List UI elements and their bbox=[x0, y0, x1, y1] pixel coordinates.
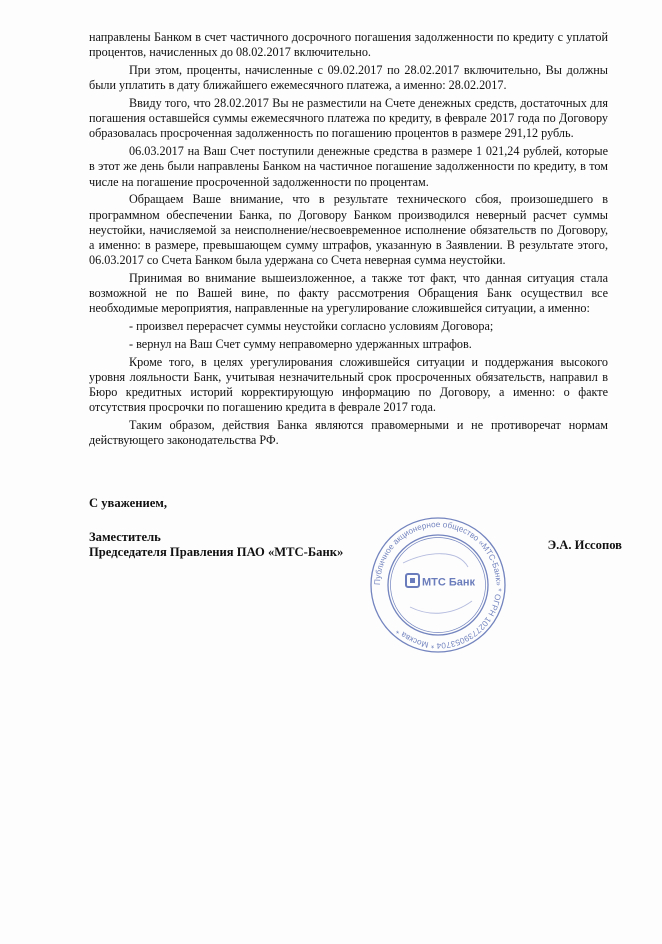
stamp-logo-text: МТС Банк bbox=[422, 576, 476, 589]
signer-position-line2: Председателя Правления ПАО «МТС-Банк» bbox=[89, 545, 344, 559]
paragraph: Кроме того, в целях урегулирования сложившейся ситуации и поддержания высокого уровня лояльности Банк, учитывая незначительный срок просроченных обязательств, направил в Бюро кредитных историй корректирующую информацию по Договору, а именно: о факте отсутствия просрочки по погашению кредита в феврале 2017 года. bbox=[89, 354, 608, 415]
paragraph: направлены Банком в счет частичного досрочного погашения задолженности по кредиту с уплатой процентов, начисленных до 08.02.2017 включительно. bbox=[89, 30, 608, 60]
paragraph: 06.03.2017 на Ваш Счет поступили денежные средства в размере 1 021,24 рублей, которые в этот же день были направлены Банком на частичное погашение задолженности по кредиту, в том числе на погашение просроченной задолженности по процентам. bbox=[89, 144, 608, 189]
mts-logo-icon bbox=[406, 574, 419, 587]
closing-regards: С уважением, bbox=[89, 496, 168, 510]
paragraph: Обращаем Ваше внимание, что в результате технического сбоя, произошедшего в программном обеспечении Банка, по Договору Банком производился неверный расчет суммы неустойки, начисляемой за неисполнение/несвоевременное исполнение обязательств по Договору, а именно: в размере, превышающем сумму штрафов, указанную в Заявлении. В результате этого, 06.03.2017 со Счета Банком была удержана со Счета неверная сумма неустойки. bbox=[89, 192, 608, 268]
signer-name: Э.А. Иссопов bbox=[547, 538, 622, 552]
paragraph: Принимая во внимание вышеизложенное, а также тот факт, что данная ситуация стала возможной не по Вашей вине, по факту рассмотрения Обращения Банк осуществил все необходимые мероприятия, направленные на урегулирование сложившейся ситуации, а именно: bbox=[89, 271, 608, 316]
list-item: - произвел перерасчет суммы неустойки согласно условиям Договора; bbox=[129, 319, 494, 334]
signer-position-line1: Заместитель bbox=[89, 530, 161, 544]
list-item: - вернул на Ваш Счет сумму неправомерно удержанных штрафов. bbox=[129, 337, 472, 352]
paragraph: Таким образом, действия Банка являются правомерными и не противоречат нормам действующего законодательства РФ. bbox=[89, 418, 608, 448]
paragraph: Ввиду того, что 28.02.2017 Вы не разместили на Счете денежных средств, достаточных для погашения оставшейся суммы ежемесячного платежа по кредиту, в феврале 2017 года по Договору образовалась просроченная задолженность по погашению процентов в размере 291,12 рубль. bbox=[89, 96, 608, 141]
stamp-ring-text: Публичное акционерное общество «МТС-Банк» * ОГРН 1027739053704 * Москва * bbox=[372, 519, 504, 651]
bank-stamp bbox=[368, 515, 508, 655]
letter-body bbox=[89, 30, 608, 449]
paragraph: При этом, проценты, начисленные с 09.02.2017 по 28.02.2017 включительно, Вы должны были уплатить в дату ближайшего ежемесячного платежа, а именно: 28.02.2017. bbox=[89, 63, 608, 93]
